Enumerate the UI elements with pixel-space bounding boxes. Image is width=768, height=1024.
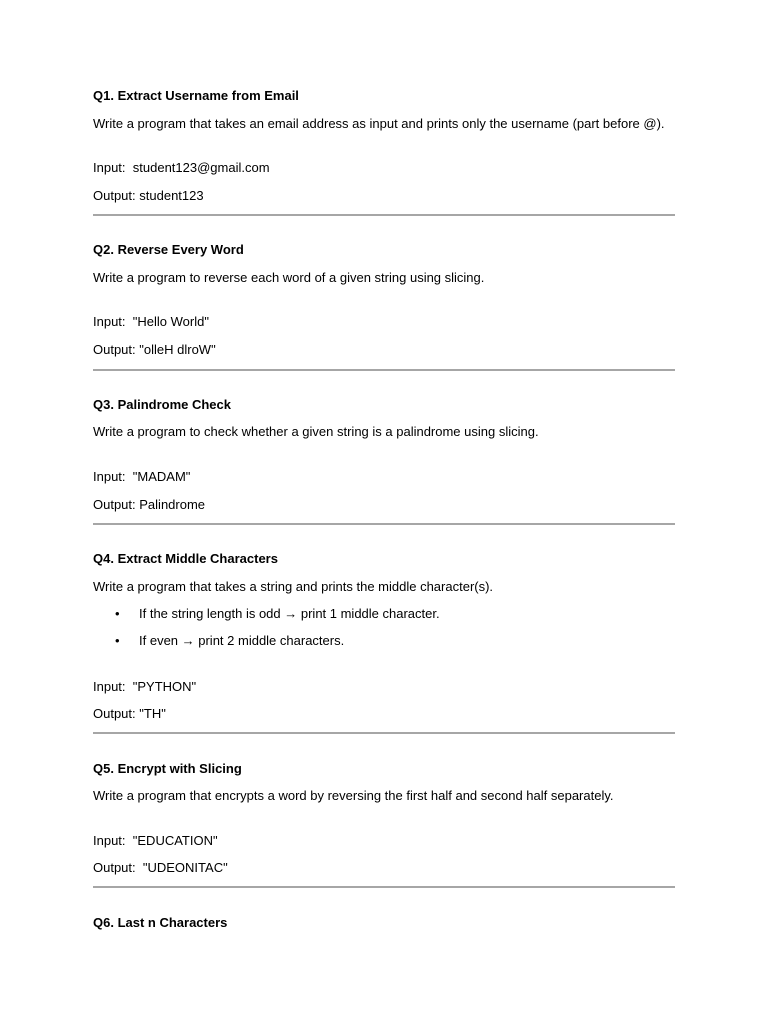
output-value: "TH" bbox=[139, 706, 166, 721]
question-title: Q2. Reverse Every Word bbox=[93, 242, 244, 257]
output-example bbox=[93, 497, 205, 513]
output-value: student123 bbox=[139, 188, 204, 203]
output-value: Palindrome bbox=[139, 497, 206, 512]
output-example bbox=[93, 342, 216, 358]
input-label: Input: bbox=[93, 469, 126, 484]
input-example bbox=[93, 469, 190, 485]
question-description: Write a program that takes an email address as input and prints only the username (part before @). bbox=[93, 116, 665, 131]
input-value: student123@gmail.com bbox=[132, 160, 270, 175]
output-example bbox=[93, 188, 204, 204]
question-title: Q4. Extract Middle Characters bbox=[93, 551, 278, 566]
output-label: Output: bbox=[93, 188, 136, 203]
input-label: Input: bbox=[93, 160, 126, 175]
input-example bbox=[93, 679, 196, 695]
question-description: Write a program to check whether a given string is a palindrome using slicing. bbox=[93, 424, 539, 439]
output-label: Output: bbox=[93, 342, 136, 357]
output-value: "olleH dlroW" bbox=[139, 342, 216, 357]
input-label: Input: bbox=[93, 314, 126, 329]
input-value: "PYTHON" bbox=[132, 679, 197, 694]
question-description: Write a program that encrypts a word by reversing the first half and second half separately. bbox=[93, 788, 614, 803]
output-label: Output: bbox=[93, 497, 136, 512]
output-label: Output: bbox=[93, 860, 136, 875]
horizontal-divider bbox=[93, 369, 675, 371]
input-label: Input: bbox=[93, 679, 126, 694]
horizontal-divider bbox=[93, 214, 675, 216]
output-value: "UDEONITAC" bbox=[142, 860, 228, 875]
question-title: Q3. Palindrome Check bbox=[93, 397, 231, 412]
question-title: Q1. Extract Username from Email bbox=[93, 88, 299, 103]
output-label: Output: bbox=[93, 706, 136, 721]
input-value: "MADAM" bbox=[132, 469, 191, 484]
output-example bbox=[93, 706, 166, 722]
input-example bbox=[93, 160, 270, 176]
output-example bbox=[93, 860, 228, 876]
input-example bbox=[93, 833, 218, 849]
list-item-text: If even → print 2 middle characters. bbox=[139, 633, 345, 648]
question-title: Q5. Encrypt with Slicing bbox=[93, 761, 242, 776]
question-description: Write a program to reverse each word of a given string using slicing. bbox=[93, 270, 485, 285]
horizontal-divider bbox=[93, 523, 675, 525]
bullet-icon: • bbox=[115, 606, 120, 621]
input-value: "Hello World" bbox=[132, 314, 209, 329]
input-value: "EDUCATION" bbox=[132, 833, 218, 848]
question-description: Write a program that takes a string and prints the middle character(s). bbox=[93, 579, 494, 594]
list-item-text: If the string length is odd → print 1 middle character. bbox=[139, 606, 440, 621]
horizontal-divider bbox=[93, 886, 675, 888]
bullet-icon: • bbox=[115, 633, 120, 648]
input-label: Input: bbox=[93, 833, 126, 848]
question-title: Q6. Last n Characters bbox=[93, 915, 228, 930]
input-example bbox=[93, 314, 209, 330]
horizontal-divider bbox=[93, 732, 675, 734]
